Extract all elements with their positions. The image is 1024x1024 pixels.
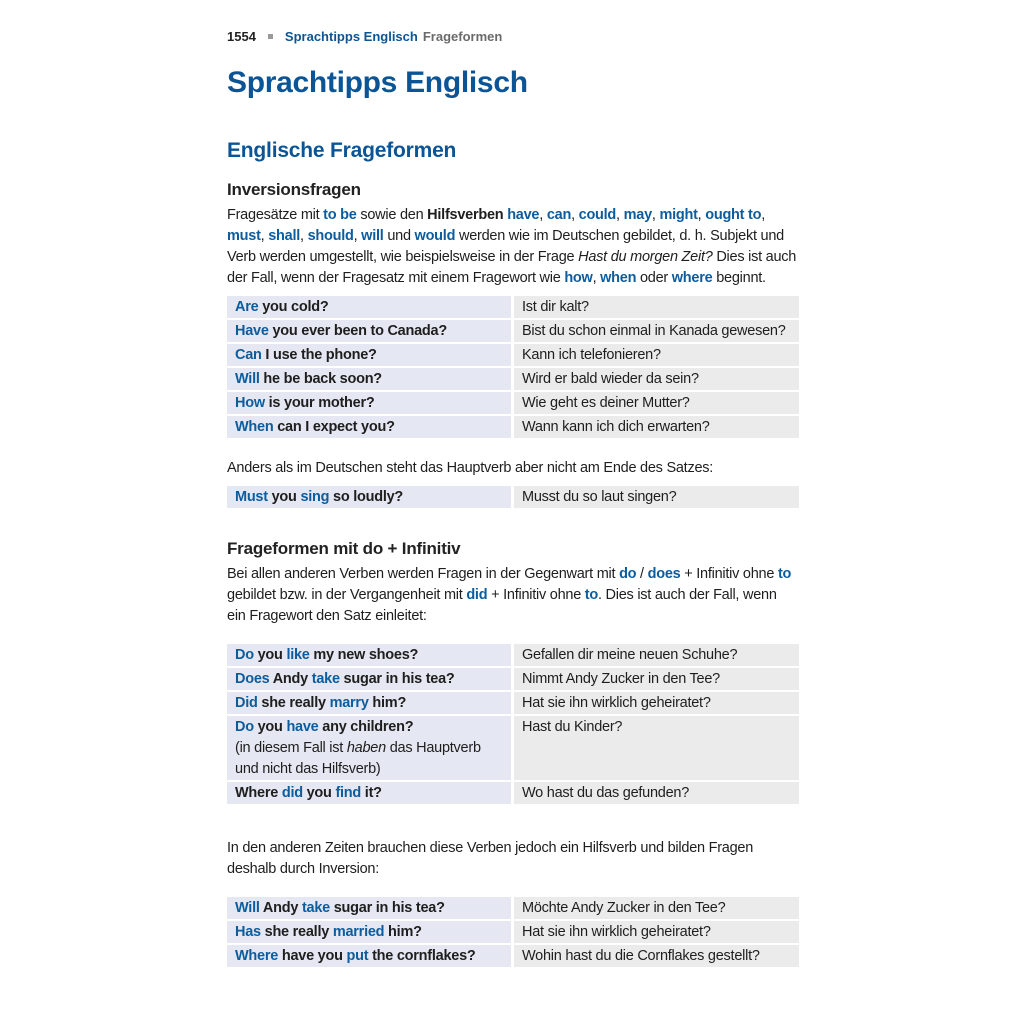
table-row: [227, 897, 799, 919]
english-question: [227, 921, 514, 943]
table-row: [227, 692, 799, 714]
german-translation: Ist dir kalt?: [514, 296, 799, 318]
highlighted-term: like: [286, 646, 310, 663]
table-row: [227, 921, 799, 943]
text-segment: so loudly?: [329, 488, 404, 505]
highlighted-term: ought to: [705, 207, 762, 223]
text-segment: werden wie im Deutschen gebildet, d. h. Subjekt und Verb werden umgestellt, wie beispielsweise in der Frage: [227, 228, 784, 265]
highlighted-term: to: [584, 587, 598, 603]
english-question: [227, 296, 514, 318]
highlighted-term: Does: [235, 670, 270, 687]
table-row: [227, 392, 799, 414]
text-segment: have you: [278, 947, 347, 964]
highlighted-term: When: [235, 418, 274, 435]
table-row: [227, 945, 799, 967]
text-segment: ,: [539, 207, 547, 223]
text-segment: you: [267, 488, 301, 505]
chapter-heading: Englische Frageformen: [227, 139, 457, 162]
german-translation: Bist du schon einmal in Kanada gewesen?: [514, 320, 799, 342]
german-translation: Hat sie ihn wirklich geheiratet?: [514, 921, 799, 943]
english-question: [227, 668, 514, 690]
table-row: [227, 644, 799, 666]
highlighted-term: Where: [235, 947, 279, 964]
text-segment: she really: [257, 694, 330, 711]
table: [227, 294, 799, 440]
german-translation: Wird er bald wieder da sein?: [514, 368, 799, 390]
highlighted-term: to be: [323, 207, 357, 223]
text-segment: you: [253, 718, 287, 735]
highlighted-term: shall: [268, 228, 301, 244]
highlighted-term: would: [414, 228, 456, 244]
german-translation: Wohin hast du die Cornflakes gestellt?: [514, 945, 799, 967]
highlighted-term: Can: [235, 346, 262, 363]
text-segment: I use the phone?: [261, 346, 377, 363]
highlighted-term: could: [578, 207, 617, 223]
text-segment: ,: [571, 207, 579, 223]
highlighted-term: How: [235, 394, 265, 411]
highlighted-term: have: [286, 718, 319, 735]
highlighted-term: sing: [300, 488, 330, 505]
table-row: [227, 416, 799, 438]
text-segment: . Dies ist auch der Fall, wenn ein Fragewort den Satz einleitet:: [227, 587, 777, 624]
text-segment: Anders als im Deutschen steht das Hauptverb aber nicht am Ende des Satzes:: [227, 460, 714, 476]
german-translation: Hat sie ihn wirklich geheiratet?: [514, 692, 799, 714]
german-translation: Wann kann ich dich erwarten?: [514, 416, 799, 438]
text-segment: oder: [636, 270, 672, 286]
text-segment: ,: [260, 228, 269, 244]
english-question: [227, 945, 514, 967]
highlighted-term: does: [647, 566, 681, 582]
table: [227, 484, 799, 510]
highlighted-term: how: [564, 270, 593, 286]
text-segment: Dies ist auch der Fall, wenn der Fragesatz mit einem Fragewort wie: [227, 249, 797, 286]
highlighted-term: Must: [235, 488, 268, 505]
text-segment: Fragesätze mit: [227, 207, 324, 223]
text-segment: ,: [697, 207, 706, 223]
highlighted-term: will: [361, 228, 384, 244]
highlighted-term: might: [659, 207, 698, 223]
english-question: [227, 320, 514, 342]
text-segment: him?: [384, 923, 422, 940]
german-translation: Hast du Kinder?: [514, 716, 799, 780]
table-row: [227, 344, 799, 366]
section-heading-do-infinitiv: Frageformen mit do + Infinitiv: [227, 539, 461, 558]
table-row: [227, 782, 799, 804]
highlighted-term: Have: [235, 322, 269, 339]
text-segment: Where: [235, 784, 282, 801]
german-translation: Möchte Andy Zucker in den Tee?: [514, 897, 799, 919]
text-segment: Andy: [259, 899, 302, 916]
english-question: [227, 897, 514, 919]
example-table: [227, 486, 799, 507]
english-question: [227, 782, 514, 804]
text-segment: he be back soon?: [259, 370, 382, 387]
highlighted-term: do: [619, 566, 637, 582]
text-segment: my new shoes?: [309, 646, 419, 663]
example-table: [227, 644, 799, 803]
highlighted-term: married: [332, 923, 385, 940]
text-segment: can I expect you?: [273, 418, 395, 435]
paragraph: [227, 838, 799, 880]
highlighted-term: take: [311, 670, 340, 687]
table-row: [227, 668, 799, 690]
german-translation: Gefallen dir meine neuen Schuhe?: [514, 644, 799, 666]
highlighted-term: should: [307, 228, 354, 244]
english-question: [227, 644, 514, 666]
text-segment: Andy: [269, 670, 312, 687]
highlighted-term: Do: [235, 718, 254, 735]
text-segment: Bei allen anderen Verben werden Fragen in der Gegenwart mit: [227, 566, 620, 582]
english-question: [227, 392, 514, 414]
text-segment: the cornflakes?: [368, 947, 476, 964]
page-number: 1554: [227, 29, 256, 44]
highlighted-term: put: [346, 947, 369, 964]
highlighted-term: Do: [235, 646, 254, 663]
text-segment: das Hauptverb und nicht das Hilfsverb): [235, 739, 481, 777]
text-segment: ,: [592, 270, 601, 286]
paragraph: [227, 458, 799, 479]
highlighted-term: Will: [235, 370, 260, 387]
table: [227, 895, 799, 969]
table-row: [227, 296, 799, 318]
highlighted-term: marry: [329, 694, 369, 711]
english-question: [227, 368, 514, 390]
text-segment: In den anderen Zeiten brauchen diese Verben jedoch ein Hilfsverb und bilden Fragen deshalb durch Inversion:: [227, 840, 754, 877]
text-segment: sugar in his tea?: [339, 670, 455, 687]
header-subsection: Frageformen: [422, 29, 503, 44]
german-translation: Wie geht es deiner Mutter?: [514, 392, 799, 414]
page-title: Sprachtipps Englisch: [227, 66, 528, 99]
table-row: [227, 320, 799, 342]
highlighted-term: have: [507, 207, 540, 223]
german-translation: Nimmt Andy Zucker in den Tee?: [514, 668, 799, 690]
highlighted-term: find: [335, 784, 362, 801]
text-segment: Hilfsverben: [427, 207, 504, 223]
text-segment: sowie den: [356, 207, 428, 223]
english-question: [227, 416, 514, 438]
text-segment: sugar in his tea?: [329, 899, 445, 916]
running-header: [227, 29, 799, 44]
text-segment: ,: [761, 207, 765, 223]
text-segment: (in diesem Fall ist: [235, 739, 347, 756]
german-translation: Musst du so laut singen?: [514, 486, 799, 508]
text-segment: ,: [300, 228, 308, 244]
highlighted-term: did: [466, 587, 488, 603]
english-question: [227, 716, 514, 780]
text-segment: und: [383, 228, 415, 244]
highlighted-term: Are: [235, 298, 259, 315]
highlighted-term: take: [301, 899, 330, 916]
paragraph: [227, 205, 799, 289]
text-segment: /: [636, 566, 648, 582]
text-segment: + Infinitiv ohne: [680, 566, 778, 582]
bullet-separator: [268, 34, 273, 39]
text-segment: it?: [361, 784, 382, 801]
table-row: [227, 368, 799, 390]
text-segment: ,: [651, 207, 660, 223]
text-segment: haben: [346, 739, 386, 756]
german-translation: Wo hast du das gefunden?: [514, 782, 799, 804]
table-row: [227, 486, 799, 508]
section-heading-inversion: Inversionsfragen: [227, 180, 361, 199]
text-segment: ,: [353, 228, 362, 244]
text-segment: ,: [616, 207, 624, 223]
highlighted-term: when: [600, 270, 637, 286]
highlighted-term: can: [546, 207, 572, 223]
english-question: [227, 344, 514, 366]
highlighted-term: may: [623, 207, 652, 223]
text-segment: + Infinitiv ohne: [487, 587, 585, 603]
text-segment: you: [302, 784, 336, 801]
text-segment: gebildet bzw. in der Vergangenheit mit: [227, 587, 467, 603]
example-table: [227, 296, 799, 437]
highlighted-term: must: [227, 228, 261, 244]
highlighted-term: Has: [235, 923, 261, 940]
english-question: [227, 692, 514, 714]
paragraph: [227, 564, 799, 627]
text-segment: Hast du morgen Zeit?: [578, 249, 713, 265]
highlighted-term: did: [281, 784, 303, 801]
text-segment: you cold?: [258, 298, 329, 315]
text-segment: is your mother?: [264, 394, 375, 411]
english-question: [227, 486, 514, 508]
text-segment: any children?: [318, 718, 414, 735]
text-segment: you: [253, 646, 287, 663]
highlighted-term: Will: [235, 899, 260, 916]
german-translation: Kann ich telefonieren?: [514, 344, 799, 366]
text-segment: she really: [260, 923, 333, 940]
highlighted-term: where: [671, 270, 713, 286]
text-segment: beginnt.: [712, 270, 766, 286]
example-table: [227, 897, 799, 966]
text-segment: you ever been to Canada?: [268, 322, 447, 339]
table: [227, 642, 799, 806]
header-section: Sprachtipps Englisch: [284, 29, 418, 44]
highlighted-term: Did: [235, 694, 258, 711]
table-row: [227, 716, 799, 780]
text-segment: him?: [368, 694, 407, 711]
highlighted-term: to: [777, 566, 792, 582]
